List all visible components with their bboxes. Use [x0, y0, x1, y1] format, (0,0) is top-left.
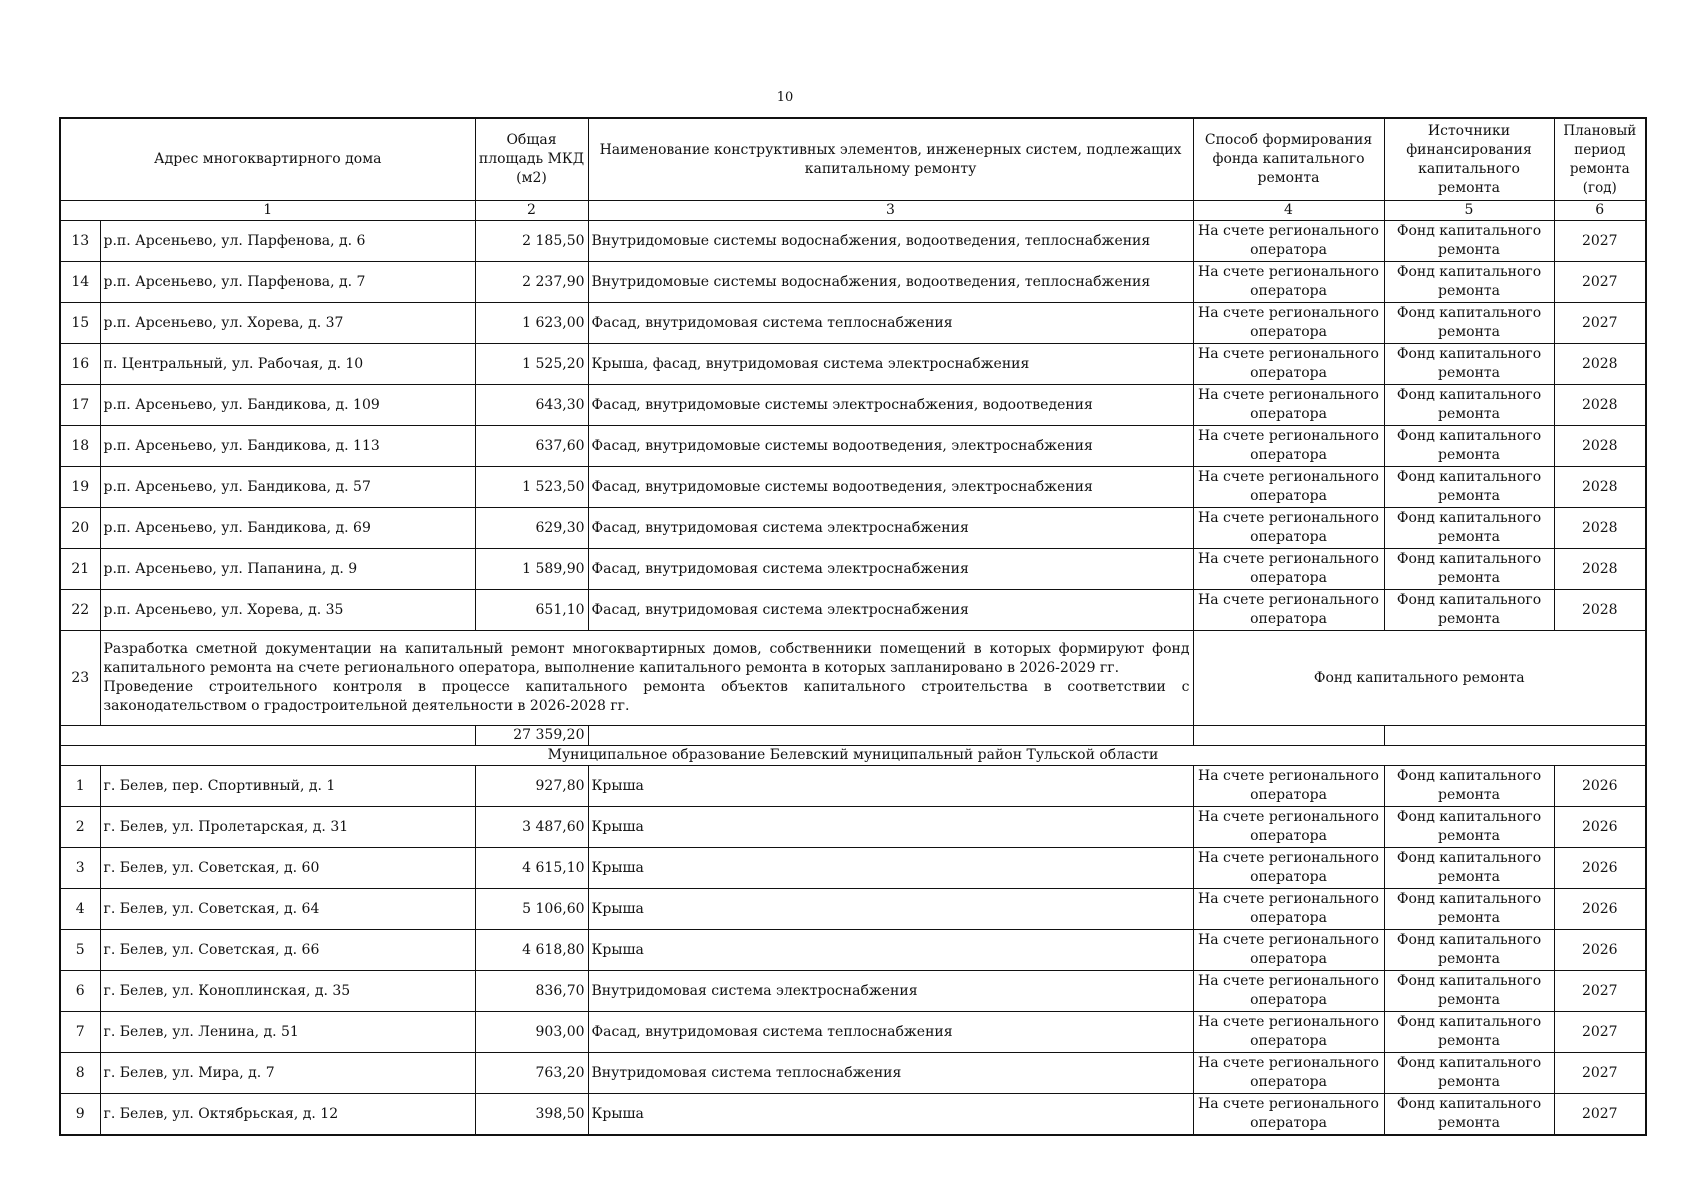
section-title: Муниципальное образование Белевский муниципальный район Тульской области [60, 746, 1646, 766]
table-row [60, 971, 1646, 1012]
note-text [100, 631, 1193, 726]
row-financing: Фонд капитального ремонта [1384, 221, 1554, 262]
note-row-number: 23 [60, 631, 100, 726]
row-year: 2028 [1554, 467, 1646, 508]
row-elements: Крыша [588, 807, 1193, 848]
row-fund-method: На счете регионального оператора [1193, 971, 1384, 1012]
row-number: 19 [60, 467, 100, 508]
table-header-row [60, 118, 1646, 201]
row-financing: Фонд капитального ремонта [1384, 262, 1554, 303]
row-financing: Фонд капитального ремонта [1384, 1094, 1554, 1136]
total-empty-cell [1384, 726, 1646, 746]
row-fund-method: На счете регионального оператора [1193, 549, 1384, 590]
table-row [60, 221, 1646, 262]
row-financing: Фонд капитального ремонта [1384, 385, 1554, 426]
row-elements: Фасад, внутридомовая система теплоснабжения [588, 1012, 1193, 1053]
row-elements: Крыша [588, 1094, 1193, 1136]
row-elements: Внутридомовые системы водоснабжения, водоотведения, теплоснабжения [588, 262, 1193, 303]
row-fund-method: На счете регионального оператора [1193, 303, 1384, 344]
column-number: 4 [1193, 201, 1384, 221]
row-address: р.п. Арсеньево, ул. Хорева, д. 35 [100, 590, 475, 631]
row-year: 2028 [1554, 385, 1646, 426]
row-year: 2026 [1554, 766, 1646, 807]
table-row [60, 1094, 1646, 1136]
row-number: 18 [60, 426, 100, 467]
row-year: 2027 [1554, 262, 1646, 303]
row-fund-method: На счете регионального оператора [1193, 385, 1384, 426]
row-area: 836,70 [475, 971, 588, 1012]
row-fund-method: На счете регионального оператора [1193, 344, 1384, 385]
row-area: 1 525,20 [475, 344, 588, 385]
row-fund-method: На счете регионального оператора [1193, 262, 1384, 303]
row-address: г. Белев, ул. Пролетарская, д. 31 [100, 807, 475, 848]
row-area: 903,00 [475, 1012, 588, 1053]
row-elements: Крыша [588, 848, 1193, 889]
row-number: 7 [60, 1012, 100, 1053]
row-fund-method: На счете регионального оператора [1193, 426, 1384, 467]
row-area: 5 106,60 [475, 889, 588, 930]
row-address: р.п. Арсеньево, ул. Парфенова, д. 7 [100, 262, 475, 303]
note-source: Фонд капитального ремонта [1193, 631, 1646, 726]
note-row [60, 631, 1646, 726]
row-financing: Фонд капитального ремонта [1384, 467, 1554, 508]
row-number: 20 [60, 508, 100, 549]
row-financing: Фонд капитального ремонта [1384, 889, 1554, 930]
row-year: 2028 [1554, 344, 1646, 385]
table-row [60, 426, 1646, 467]
row-financing: Фонд капитального ремонта [1384, 930, 1554, 971]
row-area: 1 623,00 [475, 303, 588, 344]
row-elements: Крыша [588, 889, 1193, 930]
row-number: 14 [60, 262, 100, 303]
row-area: 1 589,90 [475, 549, 588, 590]
row-fund-method: На счете регионального оператора [1193, 221, 1384, 262]
row-fund-method: На счете регионального оператора [1193, 1094, 1384, 1136]
row-elements: Фасад, внутридомовая система электроснабжения [588, 549, 1193, 590]
note-and-total [60, 631, 1646, 766]
row-elements: Фасад, внутридомовые системы водоотведения, электроснабжения [588, 426, 1193, 467]
table-row [60, 889, 1646, 930]
row-area: 637,60 [475, 426, 588, 467]
rows-group-a [60, 221, 1646, 631]
row-fund-method: На счете регионального оператора [1193, 889, 1384, 930]
row-elements: Внутридомовая система теплоснабжения [588, 1053, 1193, 1094]
row-address: г. Белев, ул. Октябрьская, д. 12 [100, 1094, 475, 1136]
row-address: г. Белев, ул. Советская, д. 60 [100, 848, 475, 889]
row-elements: Крыша [588, 930, 1193, 971]
row-number: 17 [60, 385, 100, 426]
row-area: 643,30 [475, 385, 588, 426]
column-numbers-row [60, 201, 1646, 221]
row-financing: Фонд капитального ремонта [1384, 549, 1554, 590]
total-label-cell [60, 726, 475, 746]
row-number: 16 [60, 344, 100, 385]
row-number: 6 [60, 971, 100, 1012]
row-number: 1 [60, 766, 100, 807]
row-year: 2028 [1554, 590, 1646, 631]
column-number: 5 [1384, 201, 1554, 221]
rows-group-b [60, 766, 1646, 1136]
table-row [60, 303, 1646, 344]
row-area: 4 618,80 [475, 930, 588, 971]
table-row [60, 508, 1646, 549]
row-address: г. Белев, ул. Мира, д. 7 [100, 1053, 475, 1094]
table-row [60, 930, 1646, 971]
repair-plan-table [59, 117, 1647, 1136]
row-address: п. Центральный, ул. Рабочая, д. 10 [100, 344, 475, 385]
row-year: 2026 [1554, 930, 1646, 971]
row-area: 1 523,50 [475, 467, 588, 508]
total-empty-cell [588, 726, 1193, 746]
row-fund-method: На счете регионального оператора [1193, 508, 1384, 549]
row-elements: Фасад, внутридомовая система электроснабжения [588, 590, 1193, 631]
row-fund-method: На счете регионального оператора [1193, 1012, 1384, 1053]
row-year: 2027 [1554, 1053, 1646, 1094]
row-area: 763,20 [475, 1053, 588, 1094]
row-year: 2028 [1554, 508, 1646, 549]
table-row [60, 766, 1646, 807]
row-number: 5 [60, 930, 100, 971]
row-elements: Крыша, фасад, внутридомовая система электроснабжения [588, 344, 1193, 385]
row-financing: Фонд капитального ремонта [1384, 807, 1554, 848]
row-area: 2 237,90 [475, 262, 588, 303]
row-elements: Фасад, внутридомовая система теплоснабжения [588, 303, 1193, 344]
table-row [60, 590, 1646, 631]
row-area: 629,30 [475, 508, 588, 549]
row-number: 3 [60, 848, 100, 889]
row-year: 2027 [1554, 971, 1646, 1012]
header-fund-method: Способ формирования фонда капитального ремонта [1193, 118, 1384, 201]
row-financing: Фонд капитального ремонта [1384, 344, 1554, 385]
row-financing: Фонд капитального ремонта [1384, 303, 1554, 344]
row-number: 21 [60, 549, 100, 590]
table-row [60, 344, 1646, 385]
column-number: 1 [60, 201, 475, 221]
row-elements: Фасад, внутридомовая система электроснабжения [588, 508, 1193, 549]
row-year: 2026 [1554, 889, 1646, 930]
row-address: г. Белев, ул. Советская, д. 64 [100, 889, 475, 930]
row-area: 398,50 [475, 1094, 588, 1136]
total-row [60, 726, 1646, 746]
row-financing: Фонд капитального ремонта [1384, 508, 1554, 549]
total-empty-cell [1193, 726, 1384, 746]
row-area: 3 487,60 [475, 807, 588, 848]
row-year: 2026 [1554, 807, 1646, 848]
row-elements: Внутридомовая система электроснабжения [588, 971, 1193, 1012]
header-elements: Наименование конструктивных элементов, инженерных систем, подлежащих капитальному ремонту [588, 118, 1193, 201]
column-number: 3 [588, 201, 1193, 221]
row-year: 2028 [1554, 426, 1646, 467]
page-number: 10 [776, 90, 794, 105]
row-elements: Крыша [588, 766, 1193, 807]
section-title-row [60, 746, 1646, 766]
row-address: р.п. Арсеньево, ул. Бандикова, д. 57 [100, 467, 475, 508]
row-address: р.п. Арсеньево, ул. Бандикова, д. 113 [100, 426, 475, 467]
total-area: 27 359,20 [475, 726, 588, 746]
header-period: Плановый период ремонта (год) [1554, 118, 1646, 201]
row-year: 2027 [1554, 1094, 1646, 1136]
row-financing: Фонд капитального ремонта [1384, 848, 1554, 889]
table-row [60, 467, 1646, 508]
row-number: 15 [60, 303, 100, 344]
row-fund-method: На счете регионального оператора [1193, 590, 1384, 631]
row-address: р.п. Арсеньево, ул. Бандикова, д. 69 [100, 508, 475, 549]
column-number: 6 [1554, 201, 1646, 221]
row-year: 2027 [1554, 303, 1646, 344]
row-address: г. Белев, ул. Ленина, д. 51 [100, 1012, 475, 1053]
row-number: 4 [60, 889, 100, 930]
row-fund-method: На счете регионального оператора [1193, 848, 1384, 889]
row-elements: Фасад, внутридомовые системы водоотведения, электроснабжения [588, 467, 1193, 508]
row-financing: Фонд капитального ремонта [1384, 766, 1554, 807]
row-address: г. Белев, ул. Коноплинская, д. 35 [100, 971, 475, 1012]
table-row [60, 385, 1646, 426]
row-elements: Фасад, внутридомовые системы электроснабжения, водоотведения [588, 385, 1193, 426]
row-number: 13 [60, 221, 100, 262]
row-fund-method: На счете регионального оператора [1193, 467, 1384, 508]
table-row [60, 1012, 1646, 1053]
table-row [60, 262, 1646, 303]
row-number: 8 [60, 1053, 100, 1094]
row-address: р.п. Арсеньево, ул. Папанина, д. 9 [100, 549, 475, 590]
row-year: 2027 [1554, 1012, 1646, 1053]
row-financing: Фонд капитального ремонта [1384, 971, 1554, 1012]
table-row [60, 807, 1646, 848]
row-financing: Фонд капитального ремонта [1384, 1012, 1554, 1053]
row-financing: Фонд капитального ремонта [1384, 590, 1554, 631]
table-row [60, 549, 1646, 590]
row-year: 2026 [1554, 848, 1646, 889]
row-number: 9 [60, 1094, 100, 1136]
column-number: 2 [475, 201, 588, 221]
header-area: Общая площадь МКД (м2) [475, 118, 588, 201]
table-row [60, 848, 1646, 889]
row-elements: Внутридомовые системы водоснабжения, водоотведения, теплоснабжения [588, 221, 1193, 262]
row-fund-method: На счете регионального оператора [1193, 1053, 1384, 1094]
row-area: 2 185,50 [475, 221, 588, 262]
row-area: 4 615,10 [475, 848, 588, 889]
row-address: г. Белев, ул. Советская, д. 66 [100, 930, 475, 971]
header-financing: Источники финансирования капитального ремонта [1384, 118, 1554, 201]
row-year: 2028 [1554, 549, 1646, 590]
row-number: 22 [60, 590, 100, 631]
row-address: р.п. Арсеньево, ул. Парфенова, д. 6 [100, 221, 475, 262]
note-text-2: Проведение строительного контроля в процессе капитального ремонта объектов капитального строительства в соответствии с законодательством о градостроительной деятельности в 2026-2028 гг. [103, 679, 1190, 714]
row-fund-method: На счете регионального оператора [1193, 807, 1384, 848]
row-address: р.п. Арсеньево, ул. Бандикова, д. 109 [100, 385, 475, 426]
header-address: Адрес многоквартирного дома [60, 118, 475, 201]
row-fund-method: На счете регионального оператора [1193, 930, 1384, 971]
row-address: р.п. Арсеньево, ул. Хорева, д. 37 [100, 303, 475, 344]
row-financing: Фонд капитального ремонта [1384, 1053, 1554, 1094]
row-number: 2 [60, 807, 100, 848]
row-address: г. Белев, пер. Спортивный, д. 1 [100, 766, 475, 807]
row-fund-method: На счете регионального оператора [1193, 766, 1384, 807]
note-text-1: Разработка сметной документации на капитальный ремонт многоквартирных домов, собственники помещений в которых формируют фонд капитального ремонта на счете регионального оператора, выполнение капитального ремонта в которых запланировано в 2026-2029 гг. [103, 641, 1190, 676]
row-year: 2027 [1554, 221, 1646, 262]
row-area: 651,10 [475, 590, 588, 631]
table-row [60, 1053, 1646, 1094]
row-financing: Фонд капитального ремонта [1384, 426, 1554, 467]
row-area: 927,80 [475, 766, 588, 807]
